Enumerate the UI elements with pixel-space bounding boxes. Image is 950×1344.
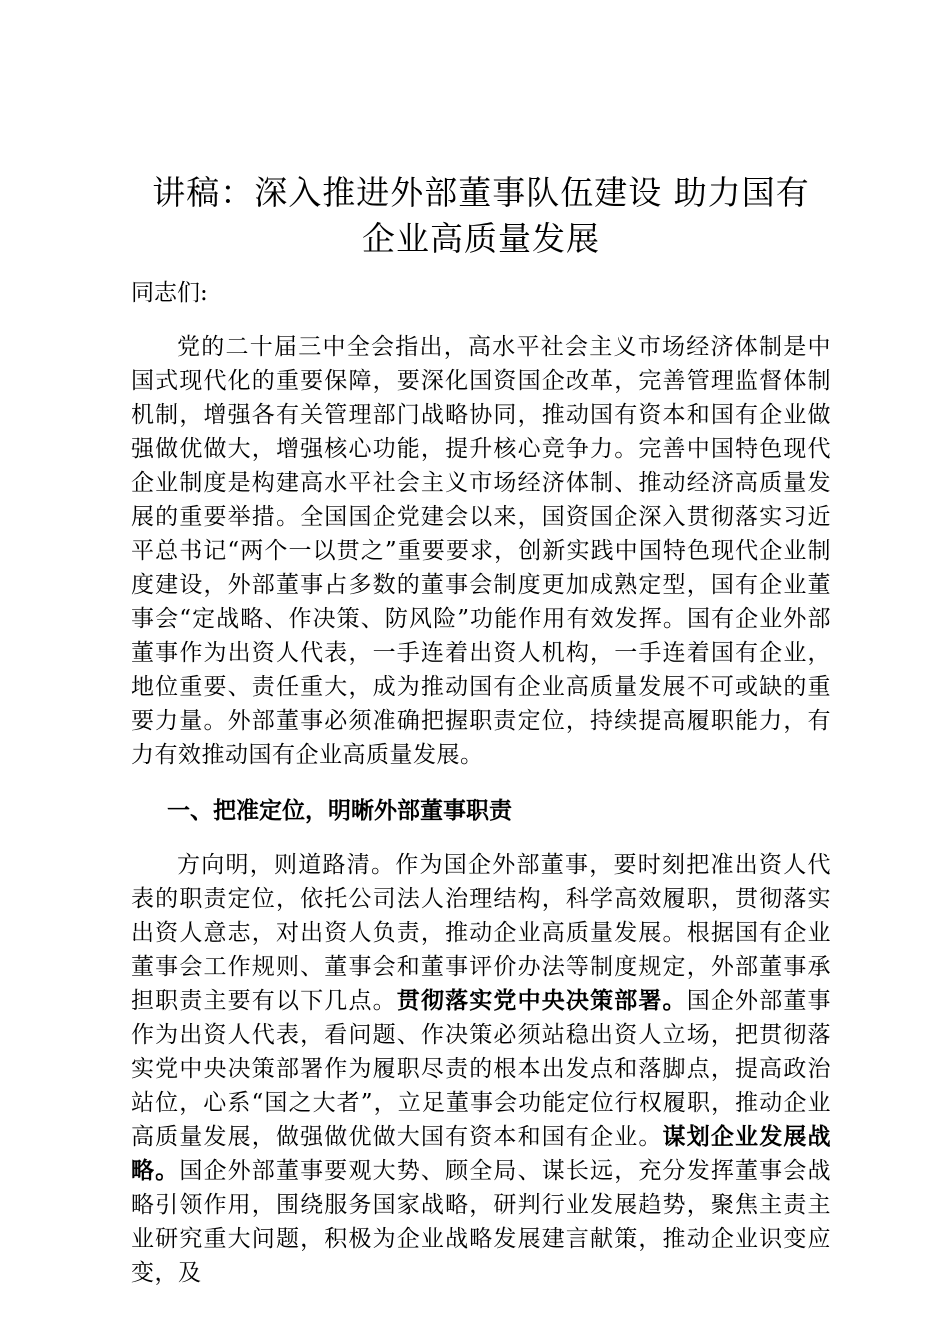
salutation: 同志们:: [131, 280, 208, 306]
document-title: [111, 170, 851, 262]
title-line-1: 讲稿：深入推进外部董事队伍建设 助力国有: [152, 173, 810, 212]
emphasis-plan-strategy: 谋划企业发展战略。: [131, 1124, 832, 1184]
paragraph-section1: [131, 848, 831, 1290]
paragraph-section1-text-3: 国企外部董事要观大势、顾全局、谋长远，充分发挥董事会战略引领作用，围绕服务国家战略，研判行业发展趋势，聚焦主责主业研究重大问题，积极为企业战略发展建言献策，推动企业识变应变，及: [131, 1158, 832, 1286]
paragraph-section1-text-2: 国企外部董事作为出资人代表，看问题、作决策必须站稳出资人立场，把贯彻落实党中央决策部署作为履职尽责的根本出发点和落脚点，提高政治站位，心系“国之大者”，立足董事会功能定位行权履职，推动企业高质量发展，做强做优做大国有资本和国有企业。: [131, 988, 832, 1150]
section-heading-1: 一、把准定位，明晰外部董事职责: [167, 798, 512, 824]
paragraph-intro: 党的二十届三中全会指出，高水平社会主义市场经济体制是中国式现代化的重要保障，要深化国资国企改革，完善管理监督体制机制，增强各有关管理部门战略协同，推动国有资本和国有企业做强做优做大，增强核心功能，提升核心竞争力。完善中国特色现代企业制度是构建高水平社会主义市场经济体制、推动经济高质量发展的重要举措。全国国企党建会以来，国资国企深入贯彻落实习近平总书记“两个一以贯之”重要要求，创新实践中国特色现代企业制度建设，外部董事占多数的董事会制度更加成熟定型，国有企业董事会“定战略、作决策、防风险”功能作用有效发挥。国有企业外部董事作为出资人代表，一手连着出资人机构，一手连着国有企业，地位重要、责任重大，成为推动国有企业高质量发展不可或缺的重要力量。外部董事必须准确把握职责定位，持续提高履职能力，有力有效推动国有企业高质量发展。: [131, 334, 831, 768]
title-line-2: 企业高质量发展: [362, 219, 600, 258]
paragraph-section1-text-1: 方向明，则道路清。作为国企外部董事，要时刻把准出资人代表的职责定位，依托公司法人治理结构，科学高效履职，贯彻落实出资人意志，对出资人负责，推动企业高质量发展。根据国有企业董事会工作规则、董事会和董事评价办法等制度规定，外部董事承担职责主要有以下几点。: [131, 852, 831, 1014]
document-page: [131, 170, 831, 1290]
emphasis-implement-decisions: 贯彻落实党中央决策部署。: [396, 988, 687, 1014]
